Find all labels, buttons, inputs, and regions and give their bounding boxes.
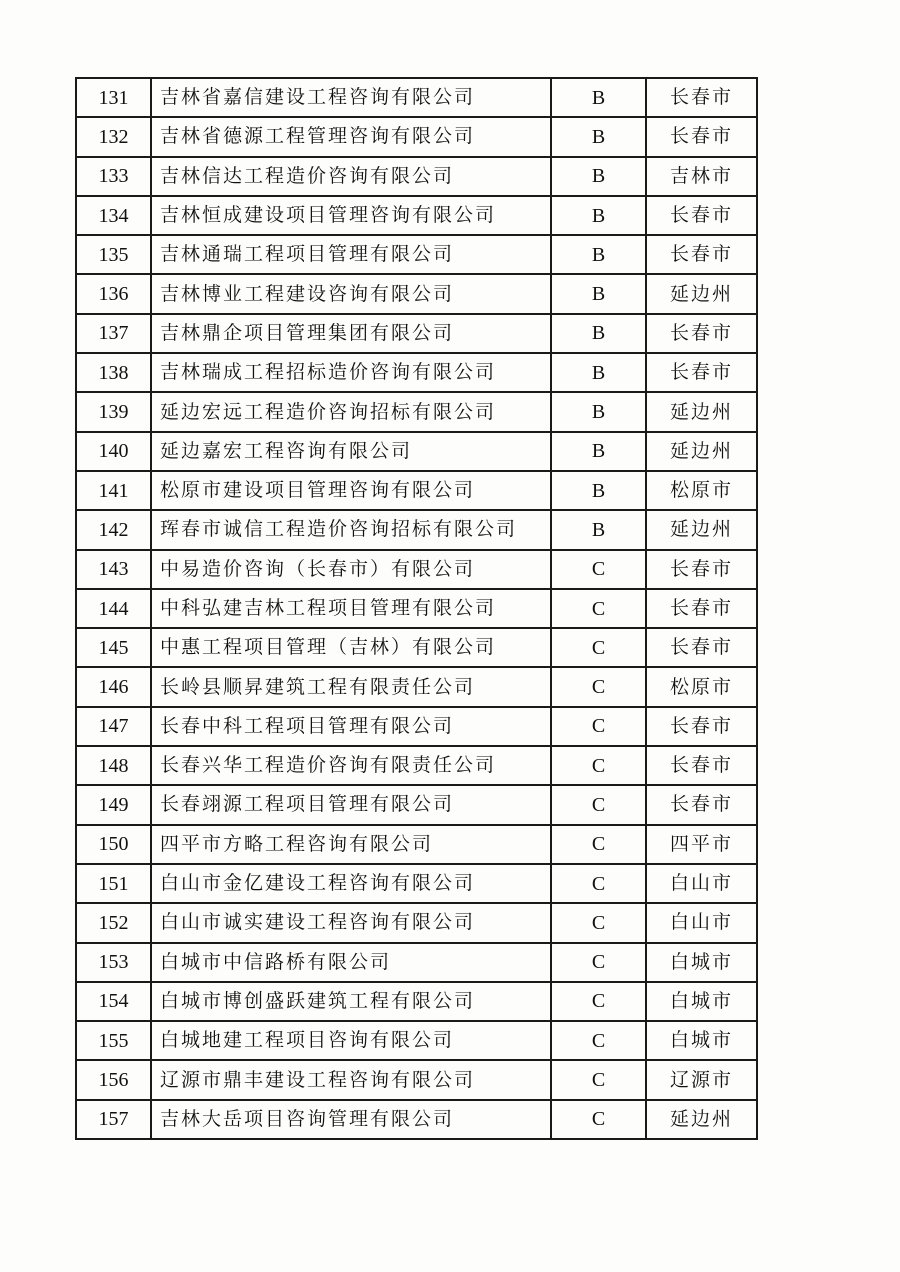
company-list-sheet <box>75 77 758 1140</box>
company-name: 松原市建设项目管理咨询有限公司 <box>151 471 551 510</box>
credit-grade: C <box>551 746 646 785</box>
credit-grade: C <box>551 825 646 864</box>
row-number: 154 <box>76 982 151 1021</box>
company-name: 中科弘建吉林工程项目管理有限公司 <box>151 589 551 628</box>
credit-grade: C <box>551 982 646 1021</box>
city-name: 白城市 <box>646 1021 757 1060</box>
company-name: 吉林通瑞工程项目管理有限公司 <box>151 235 551 274</box>
company-name: 珲春市诚信工程造价咨询招标有限公司 <box>151 510 551 549</box>
company-name: 吉林瑞成工程招标造价咨询有限公司 <box>151 353 551 392</box>
company-name: 中易造价咨询（长春市）有限公司 <box>151 550 551 589</box>
credit-grade: B <box>551 235 646 274</box>
city-name: 长春市 <box>646 353 757 392</box>
table-row <box>76 392 757 431</box>
table-row <box>76 117 757 156</box>
city-name: 白城市 <box>646 982 757 1021</box>
credit-grade: C <box>551 903 646 942</box>
city-name: 吉林市 <box>646 157 757 196</box>
table-row <box>76 628 757 667</box>
row-number: 146 <box>76 667 151 706</box>
company-name: 四平市方略工程咨询有限公司 <box>151 825 551 864</box>
credit-grade: B <box>551 510 646 549</box>
credit-grade: B <box>551 314 646 353</box>
table-row <box>76 471 757 510</box>
row-number: 137 <box>76 314 151 353</box>
company-name: 辽源市鼎丰建设工程咨询有限公司 <box>151 1060 551 1099</box>
city-name: 延边州 <box>646 274 757 313</box>
company-name: 白城市中信路桥有限公司 <box>151 943 551 982</box>
row-number: 145 <box>76 628 151 667</box>
company-name: 吉林恒成建设项目管理咨询有限公司 <box>151 196 551 235</box>
credit-grade: B <box>551 353 646 392</box>
company-name: 吉林信达工程造价咨询有限公司 <box>151 157 551 196</box>
table-row <box>76 1060 757 1099</box>
row-number: 134 <box>76 196 151 235</box>
table-row <box>76 196 757 235</box>
table-row <box>76 825 757 864</box>
row-number: 132 <box>76 117 151 156</box>
table-row <box>76 1100 757 1139</box>
row-number: 133 <box>76 157 151 196</box>
row-number: 155 <box>76 1021 151 1060</box>
city-name: 白城市 <box>646 943 757 982</box>
city-name: 松原市 <box>646 471 757 510</box>
table-row <box>76 903 757 942</box>
city-name: 四平市 <box>646 825 757 864</box>
table-row <box>76 785 757 824</box>
city-name: 延边州 <box>646 1100 757 1139</box>
table-row <box>76 707 757 746</box>
row-number: 156 <box>76 1060 151 1099</box>
city-name: 长春市 <box>646 196 757 235</box>
table-row <box>76 667 757 706</box>
table-row <box>76 943 757 982</box>
table-row <box>76 864 757 903</box>
table-row <box>76 550 757 589</box>
row-number: 157 <box>76 1100 151 1139</box>
table-row <box>76 157 757 196</box>
table-row <box>76 314 757 353</box>
credit-grade: B <box>551 196 646 235</box>
credit-grade: B <box>551 432 646 471</box>
city-name: 长春市 <box>646 235 757 274</box>
row-number: 144 <box>76 589 151 628</box>
row-number: 142 <box>76 510 151 549</box>
city-name: 辽源市 <box>646 1060 757 1099</box>
credit-grade: C <box>551 628 646 667</box>
company-name: 白山市诚实建设工程咨询有限公司 <box>151 903 551 942</box>
row-number: 143 <box>76 550 151 589</box>
city-name: 延边州 <box>646 392 757 431</box>
credit-grade: B <box>551 78 646 117</box>
row-number: 153 <box>76 943 151 982</box>
company-table-body <box>76 78 757 1139</box>
credit-grade: C <box>551 943 646 982</box>
row-number: 141 <box>76 471 151 510</box>
company-name: 白城地建工程项目咨询有限公司 <box>151 1021 551 1060</box>
table-row <box>76 510 757 549</box>
company-name: 吉林大岳项目咨询管理有限公司 <box>151 1100 551 1139</box>
company-name: 吉林博业工程建设咨询有限公司 <box>151 274 551 313</box>
credit-grade: C <box>551 550 646 589</box>
credit-grade: B <box>551 157 646 196</box>
row-number: 136 <box>76 274 151 313</box>
city-name: 长春市 <box>646 628 757 667</box>
company-name: 长春翊源工程项目管理有限公司 <box>151 785 551 824</box>
table-row <box>76 353 757 392</box>
table-row <box>76 589 757 628</box>
row-number: 147 <box>76 707 151 746</box>
table-row <box>76 78 757 117</box>
company-name: 吉林省德源工程管理咨询有限公司 <box>151 117 551 156</box>
credit-grade: B <box>551 471 646 510</box>
city-name: 长春市 <box>646 78 757 117</box>
city-name: 长春市 <box>646 550 757 589</box>
city-name: 长春市 <box>646 746 757 785</box>
row-number: 138 <box>76 353 151 392</box>
company-name: 长春兴华工程造价咨询有限责任公司 <box>151 746 551 785</box>
city-name: 长春市 <box>646 707 757 746</box>
credit-grade: C <box>551 667 646 706</box>
table-row <box>76 1021 757 1060</box>
company-name: 白城市博创盛跃建筑工程有限公司 <box>151 982 551 1021</box>
credit-grade: C <box>551 864 646 903</box>
city-name: 长春市 <box>646 314 757 353</box>
credit-grade: C <box>551 707 646 746</box>
city-name: 松原市 <box>646 667 757 706</box>
city-name: 白山市 <box>646 864 757 903</box>
table-row <box>76 982 757 1021</box>
row-number: 135 <box>76 235 151 274</box>
row-number: 151 <box>76 864 151 903</box>
city-name: 延边州 <box>646 510 757 549</box>
company-name: 延边宏远工程造价咨询招标有限公司 <box>151 392 551 431</box>
company-name: 长岭县顺昇建筑工程有限责任公司 <box>151 667 551 706</box>
credit-grade: B <box>551 274 646 313</box>
company-name: 吉林省嘉信建设工程咨询有限公司 <box>151 78 551 117</box>
company-name: 延边嘉宏工程咨询有限公司 <box>151 432 551 471</box>
credit-grade: B <box>551 392 646 431</box>
row-number: 150 <box>76 825 151 864</box>
credit-grade: C <box>551 589 646 628</box>
row-number: 149 <box>76 785 151 824</box>
company-name: 中惠工程项目管理（吉林）有限公司 <box>151 628 551 667</box>
table-row <box>76 274 757 313</box>
company-name: 长春中科工程项目管理有限公司 <box>151 707 551 746</box>
row-number: 140 <box>76 432 151 471</box>
company-name: 吉林鼎企项目管理集团有限公司 <box>151 314 551 353</box>
credit-grade: C <box>551 785 646 824</box>
table-row <box>76 432 757 471</box>
credit-grade: C <box>551 1060 646 1099</box>
company-name: 白山市金亿建设工程咨询有限公司 <box>151 864 551 903</box>
table-row <box>76 235 757 274</box>
row-number: 148 <box>76 746 151 785</box>
city-name: 长春市 <box>646 589 757 628</box>
city-name: 长春市 <box>646 117 757 156</box>
row-number: 139 <box>76 392 151 431</box>
credit-grade: C <box>551 1021 646 1060</box>
credit-grade: B <box>551 117 646 156</box>
city-name: 延边州 <box>646 432 757 471</box>
credit-grade: C <box>551 1100 646 1139</box>
city-name: 长春市 <box>646 785 757 824</box>
row-number: 152 <box>76 903 151 942</box>
table-row <box>76 746 757 785</box>
company-table <box>75 77 758 1140</box>
row-number: 131 <box>76 78 151 117</box>
city-name: 白山市 <box>646 903 757 942</box>
